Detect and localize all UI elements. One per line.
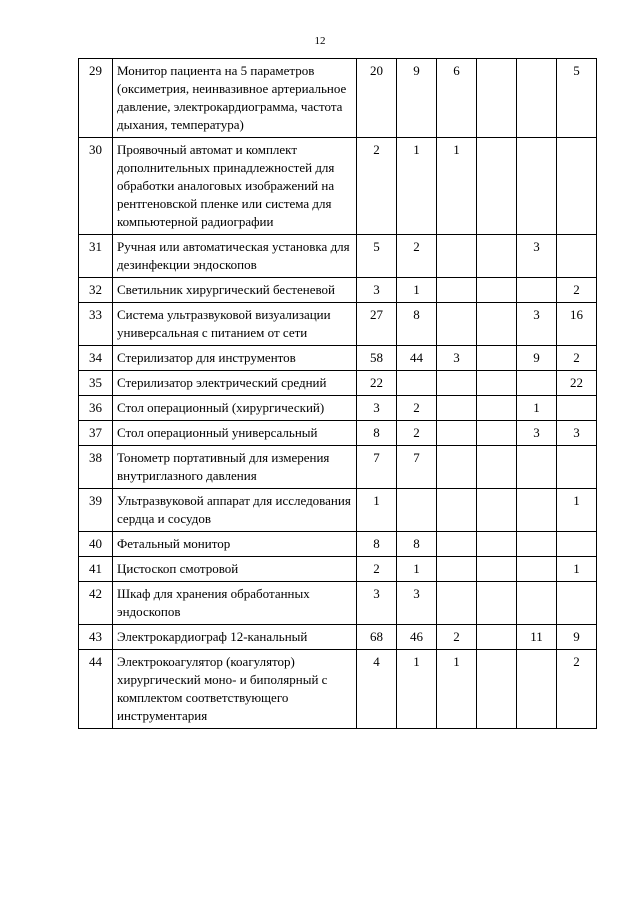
quantity-col-3 (437, 235, 477, 278)
table-row (79, 532, 597, 557)
quantity-col-4 (477, 489, 517, 532)
equipment-name: Светильник хирургический бестеневой (113, 278, 357, 303)
row-number: 33 (79, 303, 113, 346)
quantity-col-2: 3 (397, 582, 437, 625)
quantity-total: 3 (357, 396, 397, 421)
quantity-col-2: 8 (397, 532, 437, 557)
table-row (79, 59, 597, 138)
quantity-col-6: 5 (557, 59, 597, 138)
quantity-col-3: 2 (437, 625, 477, 650)
quantity-col-5: 3 (517, 421, 557, 446)
quantity-col-4 (477, 557, 517, 582)
table-row (79, 138, 597, 235)
quantity-col-3: 1 (437, 138, 477, 235)
quantity-col-5 (517, 582, 557, 625)
quantity-col-5: 3 (517, 303, 557, 346)
row-number: 39 (79, 489, 113, 532)
quantity-col-4 (477, 303, 517, 346)
quantity-total: 2 (357, 557, 397, 582)
equipment-table (78, 58, 597, 729)
quantity-col-6 (557, 235, 597, 278)
table-row (79, 446, 597, 489)
quantity-col-4 (477, 582, 517, 625)
row-number: 35 (79, 371, 113, 396)
equipment-name: Монитор пациента на 5 параметров (оксиметрия, неинвазивное артериальное давление, электрокардиограмма, частота дыхания, температура) (113, 59, 357, 138)
quantity-col-5: 11 (517, 625, 557, 650)
quantity-col-2: 1 (397, 278, 437, 303)
row-number: 29 (79, 59, 113, 138)
row-number: 34 (79, 346, 113, 371)
equipment-name: Система ультразвуковой визуализации универсальная с питанием от сети (113, 303, 357, 346)
table-row (79, 278, 597, 303)
quantity-total: 8 (357, 421, 397, 446)
quantity-col-3 (437, 371, 477, 396)
row-number: 42 (79, 582, 113, 625)
equipment-name: Цистоскоп смотровой (113, 557, 357, 582)
quantity-col-3 (437, 532, 477, 557)
quantity-col-4 (477, 346, 517, 371)
equipment-name: Проявочный автомат и комплект дополнительных принадлежностей для обработки аналоговых изображений на рентгеновской пленке или система для компьютерной радиографии (113, 138, 357, 235)
equipment-name: Тонометр портативный для измерения внутриглазного давления (113, 446, 357, 489)
quantity-col-2 (397, 489, 437, 532)
quantity-col-3: 3 (437, 346, 477, 371)
quantity-col-5 (517, 650, 557, 729)
table-row (79, 303, 597, 346)
quantity-col-3 (437, 303, 477, 346)
quantity-col-6: 9 (557, 625, 597, 650)
quantity-col-6: 2 (557, 346, 597, 371)
quantity-total: 1 (357, 489, 397, 532)
row-number: 30 (79, 138, 113, 235)
quantity-total: 7 (357, 446, 397, 489)
quantity-col-2: 2 (397, 421, 437, 446)
quantity-col-4 (477, 625, 517, 650)
row-number: 37 (79, 421, 113, 446)
quantity-total: 68 (357, 625, 397, 650)
quantity-col-3 (437, 582, 477, 625)
quantity-col-3 (437, 446, 477, 489)
quantity-col-6: 16 (557, 303, 597, 346)
quantity-col-6 (557, 532, 597, 557)
row-number: 44 (79, 650, 113, 729)
table-row (79, 582, 597, 625)
row-number: 41 (79, 557, 113, 582)
equipment-name: Ультразвуковой аппарат для исследования сердца и сосудов (113, 489, 357, 532)
table-row (79, 650, 597, 729)
quantity-col-5 (517, 278, 557, 303)
row-number: 40 (79, 532, 113, 557)
quantity-col-4 (477, 138, 517, 235)
quantity-total: 27 (357, 303, 397, 346)
equipment-name: Стол операционный универсальный (113, 421, 357, 446)
quantity-total: 20 (357, 59, 397, 138)
quantity-col-5: 9 (517, 346, 557, 371)
quantity-col-3 (437, 421, 477, 446)
quantity-total: 3 (357, 278, 397, 303)
table-body (79, 59, 597, 729)
quantity-col-4 (477, 59, 517, 138)
quantity-col-5 (517, 138, 557, 235)
quantity-col-5: 3 (517, 235, 557, 278)
table-row (79, 396, 597, 421)
quantity-col-4 (477, 235, 517, 278)
quantity-total: 8 (357, 532, 397, 557)
quantity-col-6 (557, 138, 597, 235)
quantity-col-4 (477, 396, 517, 421)
quantity-col-2: 44 (397, 346, 437, 371)
quantity-col-3: 6 (437, 59, 477, 138)
row-number: 31 (79, 235, 113, 278)
quantity-col-5 (517, 371, 557, 396)
quantity-col-4 (477, 446, 517, 489)
equipment-name: Стерилизатор электрический средний (113, 371, 357, 396)
quantity-total: 3 (357, 582, 397, 625)
quantity-col-6 (557, 446, 597, 489)
quantity-total: 4 (357, 650, 397, 729)
quantity-total: 22 (357, 371, 397, 396)
quantity-col-5 (517, 489, 557, 532)
quantity-col-3 (437, 557, 477, 582)
equipment-name: Электрокоагулятор (коагулятор) хирургический моно- и биполярный с комплектом соответствующего инструментария (113, 650, 357, 729)
quantity-col-2: 8 (397, 303, 437, 346)
table-row (79, 557, 597, 582)
equipment-name: Стол операционный (хирургический) (113, 396, 357, 421)
quantity-col-2 (397, 371, 437, 396)
quantity-col-5 (517, 557, 557, 582)
quantity-col-2: 46 (397, 625, 437, 650)
row-number: 36 (79, 396, 113, 421)
quantity-col-4 (477, 532, 517, 557)
quantity-col-4 (477, 278, 517, 303)
quantity-col-4 (477, 421, 517, 446)
quantity-col-4 (477, 371, 517, 396)
quantity-col-4 (477, 650, 517, 729)
equipment-name: Фетальный монитор (113, 532, 357, 557)
quantity-total: 5 (357, 235, 397, 278)
quantity-col-6: 3 (557, 421, 597, 446)
quantity-col-5 (517, 59, 557, 138)
quantity-col-2: 1 (397, 138, 437, 235)
table-row (79, 346, 597, 371)
quantity-col-6 (557, 582, 597, 625)
quantity-col-6: 22 (557, 371, 597, 396)
quantity-col-6: 1 (557, 557, 597, 582)
equipment-name: Шкаф для хранения обработанных эндоскопов (113, 582, 357, 625)
row-number: 38 (79, 446, 113, 489)
quantity-col-6 (557, 396, 597, 421)
quantity-col-2: 1 (397, 557, 437, 582)
equipment-name: Ручная или автоматическая установка для дезинфекции эндоскопов (113, 235, 357, 278)
quantity-col-2: 9 (397, 59, 437, 138)
quantity-col-3 (437, 489, 477, 532)
row-number: 43 (79, 625, 113, 650)
equipment-name: Стерилизатор для инструментов (113, 346, 357, 371)
quantity-col-3 (437, 278, 477, 303)
quantity-col-6: 2 (557, 650, 597, 729)
quantity-col-3 (437, 396, 477, 421)
quantity-col-6: 2 (557, 278, 597, 303)
row-number: 32 (79, 278, 113, 303)
table-row (79, 235, 597, 278)
quantity-col-5: 1 (517, 396, 557, 421)
quantity-col-2: 2 (397, 235, 437, 278)
quantity-col-2: 2 (397, 396, 437, 421)
quantity-col-2: 7 (397, 446, 437, 489)
quantity-col-6: 1 (557, 489, 597, 532)
table-row (79, 625, 597, 650)
page-number: 12 (314, 35, 326, 47)
table-row (79, 371, 597, 396)
quantity-total: 58 (357, 346, 397, 371)
equipment-name: Электрокардиограф 12-канальный (113, 625, 357, 650)
quantity-col-2: 1 (397, 650, 437, 729)
quantity-col-5 (517, 532, 557, 557)
quantity-col-3: 1 (437, 650, 477, 729)
table-row (79, 489, 597, 532)
quantity-total: 2 (357, 138, 397, 235)
table-row (79, 421, 597, 446)
quantity-col-5 (517, 446, 557, 489)
